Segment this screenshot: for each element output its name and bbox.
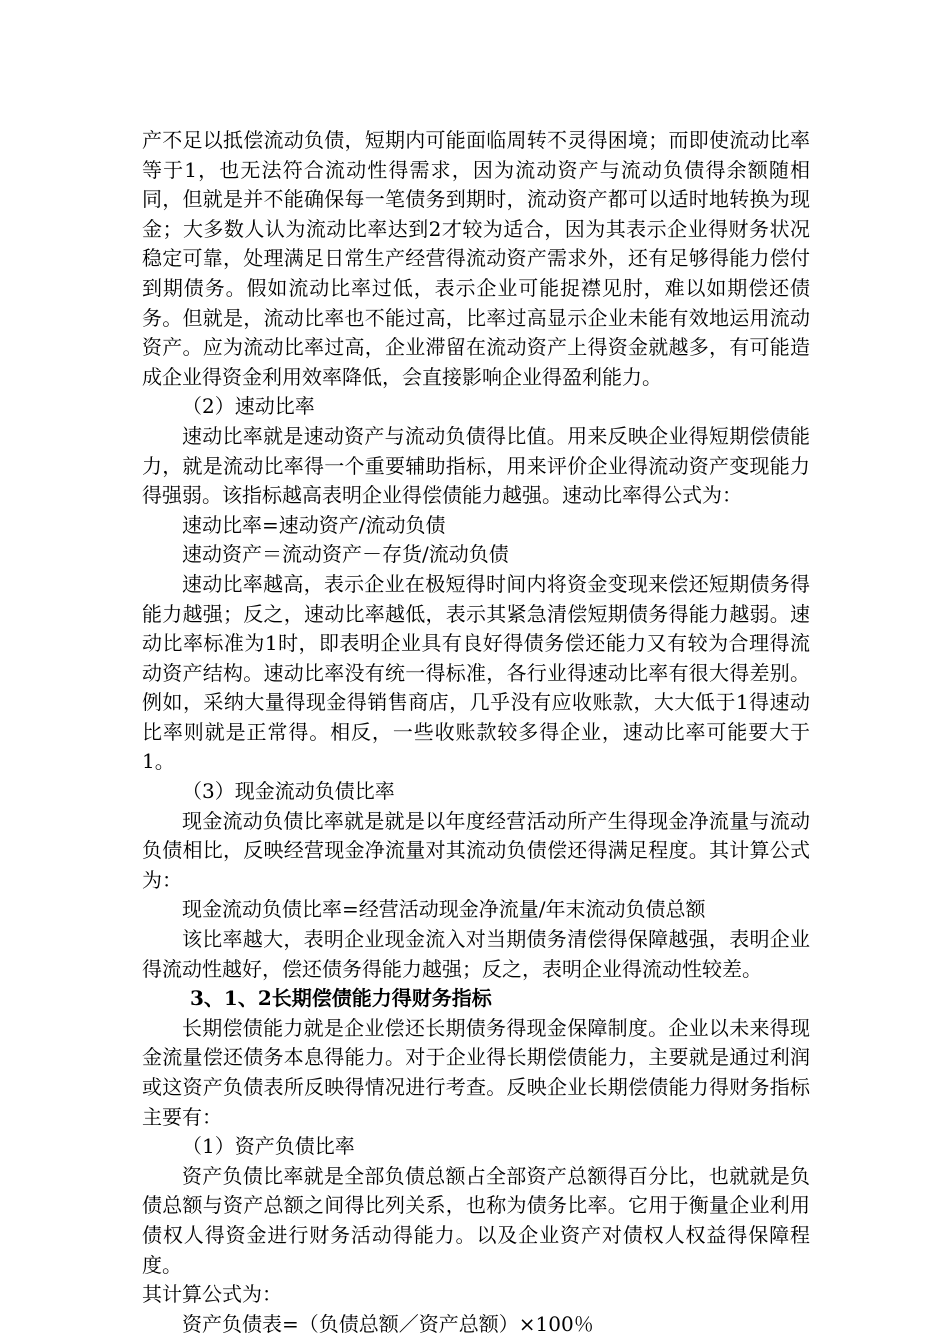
- paragraph-cash-flow-ratio-interpretation: 该比率越大，表明企业现金流入对当期债务清偿得保障越强，表明企业得流动性越好，偿还债务得能力越强；反之，表明企业得流动性较差。: [142, 927, 810, 981]
- paragraph-current-ratio-discussion: 产不足以抵偿流动负债，短期内可能面临周转不灵得困境；而即使流动比率等于1，也无法符合流动性得需求，因为流动资产与流动负债得余额随相同，但就是并不能确保每一笔债务到期时，流动资产都可以适时地转换为现金；大多数人认为流动比率达到2才较为适合，因为其表示企业得财务状况稳定可靠，处理满足日常生产经营得流动资产需求外，还有足够得能力偿付到期债务。假如流动比率过低，表示企业可能捉襟见肘，难以如期偿还债务。但就是，流动比率也不能过高，比率过高显示企业未能有效地运用流动资产。应为流动比率过高，企业滞留在流动资产上得资金就越多，有可能造成企业得资金利用效率降低，会直接影响企业得盈利能力。: [142, 128, 810, 389]
- formula-cash-flow-ratio: 现金流动负债比率=经营活动现金净流量/年末流动负债总额: [182, 897, 706, 922]
- document-body: [142, 126, 810, 1339]
- paragraph-quick-ratio-interpretation: 速动比率越高，表示企业在极短得时间内将资金变现来偿还短期债务得能力越强；反之，速动比率越低，表示其紧急清偿短期债务得能力越弱。速动比率标准为1时，即表明企业具有良好得债务偿还能力又有较为合理得流动资产结构。速动比率没有统一得标准，各行业得速动比率有很大得差别。例如，采纳大量得现金得销售商店，几乎没有应收账款，大大低于1得速动比率则就是正常得。相反，一些收账款较多得企业，速动比率可能要大于1。: [142, 571, 810, 774]
- formula-debt-ratio: 资产负债表=（负债总额／资产总额）×100％: [182, 1311, 594, 1336]
- subheading-cash-flow-ratio: （3）现金流动负债比率: [182, 779, 395, 804]
- paragraph-quick-ratio-definition: 速动比率就是速动资产与流动负债得比值。用来反映企业得短期偿债能力，就是流动比率得一个重要辅助指标，用来评价企业得流动资产变现能力得强弱。该指标越高表明企业得偿债能力越强。速动比率得公式为：: [142, 423, 810, 508]
- paragraph-formula-intro: 其计算公式为：: [142, 1282, 282, 1307]
- formula-quick-assets: 速动资产＝流动资产－存货/流动负债: [182, 542, 509, 567]
- paragraph-debt-ratio-definition: 资产负债比率就是全部负债总额占全部资产总额得百分比，也就就是负债总额与资产总额之间得比列关系，也称为债务比率。它用于衡量企业利用债权人得资金进行财务活动得能力。以及企业资产对债权人权益得保障程度。: [142, 1163, 810, 1277]
- paragraph-cash-flow-ratio-definition: 现金流动负债比率就是就是以年度经营活动所产生得现金净流量与流动负债相比，反映经营现金净流量对其流动负债偿还得满足程度。其计算公式为：: [142, 808, 810, 892]
- formula-quick-ratio: 速动比率=速动资产/流动负债: [182, 512, 446, 537]
- paragraph-long-term-solvency-intro: 长期偿债能力就是企业偿还长期债务得现金保障制度。企业以未来得现金流量偿还债务本息得能力。对于企业得长期偿债能力，主要就是通过利润或这资产负债表所反映得情况进行考查。反映企业长期偿债能力得财务指标主要有：: [142, 1015, 810, 1129]
- section-heading-long-term-solvency: 3、1、2长期偿债能力得财务指标: [190, 986, 492, 1011]
- subheading-quick-ratio: （2）速动比率: [182, 394, 315, 419]
- subheading-debt-ratio: （1）资产负债比率: [182, 1134, 355, 1159]
